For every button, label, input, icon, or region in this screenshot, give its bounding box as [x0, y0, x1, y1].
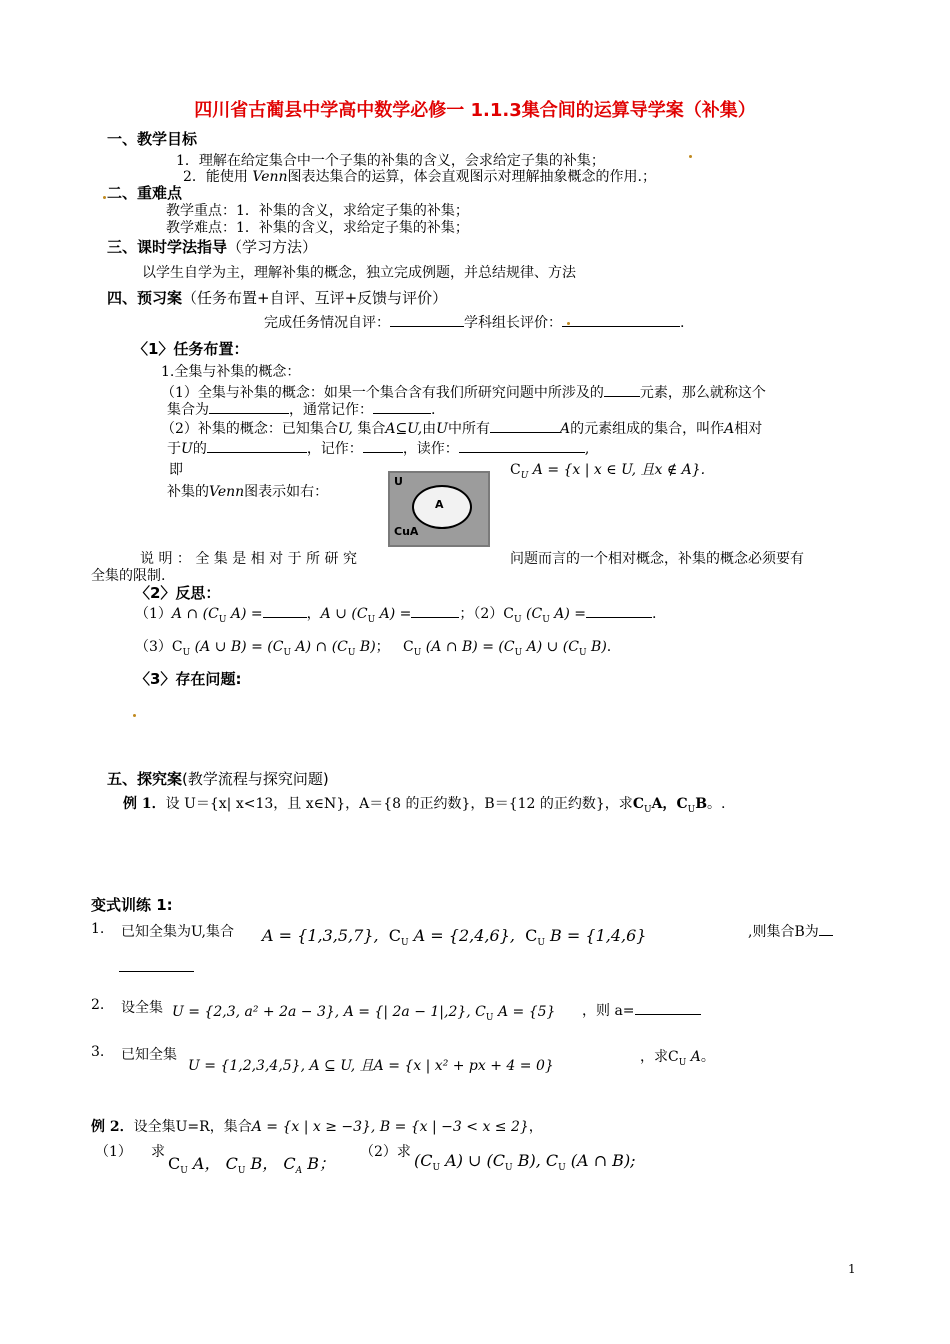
variant-1-num: 1.	[91, 921, 105, 937]
q2-a: （2）求	[360, 1144, 411, 1160]
variant-1-tail	[748, 921, 833, 941]
v2-math-end: A = {5}	[493, 1004, 556, 1020]
p1-b: 元素，那么就称这个	[639, 385, 766, 401]
v2-U: U	[485, 1012, 494, 1023]
r1-sub-4: U	[542, 614, 550, 625]
ex2-a: 设全集U=R，集合	[133, 1119, 252, 1135]
r3-k: .	[606, 639, 612, 655]
hard-point: 教学难点：1．补集的含义，求给定子集的补集；	[166, 220, 469, 236]
complement-formula	[510, 459, 705, 481]
section-4-heading-text: 四、预习案	[107, 289, 183, 307]
r3-sub-1: U	[182, 647, 191, 658]
formula-rest: A = {x | x ∈ U, 且x ∉ A}.	[528, 462, 706, 478]
ji-label: 即	[169, 462, 183, 478]
r3-d: A) ∩ (C	[291, 639, 348, 655]
ex1-U2: U	[687, 804, 696, 815]
r1-blank-1[interactable]	[263, 603, 307, 618]
r1-k: .	[652, 606, 657, 622]
ex2-math: A = {x | x ≥ −3}, B = {x | −3 < x ≤ 2}	[251, 1119, 529, 1135]
variant-heading: 变式训练 1:	[91, 896, 173, 914]
r1-sub-3: U	[514, 614, 522, 625]
question-2-math	[414, 1151, 636, 1173]
q2-m1: (C	[414, 1151, 433, 1170]
r3-sub-3: U	[347, 647, 356, 658]
q2-m2: A) ∪ (C	[440, 1151, 506, 1170]
p3-U: U	[181, 441, 193, 457]
q2-U3: U	[558, 1163, 566, 1174]
p1-blank-3[interactable]	[373, 399, 431, 414]
p2-sub: A⊆U,	[385, 421, 423, 437]
formula-sub: U	[520, 470, 529, 481]
ex2-label: 例 2．	[91, 1119, 134, 1135]
variant-3-a: 已知全集	[121, 1047, 177, 1063]
venn-caption-b: Venn	[209, 484, 245, 500]
p3-a: 于	[167, 441, 181, 457]
r1-blank-3[interactable]	[586, 603, 652, 618]
p2-blank-1[interactable]	[490, 418, 560, 433]
v1-math3-C: C	[525, 926, 538, 945]
eval-leader-blank[interactable]	[562, 312, 680, 327]
p2-A: A	[559, 421, 571, 437]
section-4-heading-note: （任务布置+自评、互评+反馈与评价）	[182, 289, 448, 307]
section-5-heading-text: 五、探究案	[107, 770, 183, 788]
ex1-end: 。.	[707, 796, 726, 812]
venn-caption	[167, 481, 328, 501]
section-3-heading	[107, 236, 317, 257]
variant-2-a: 设全集	[121, 1000, 163, 1016]
r1-e: A ∪ (C	[320, 606, 368, 622]
v1-math3-U: U	[537, 938, 545, 949]
ex1-text: 设 U＝{x| x<13，且 x∈N}，A＝{8 的正约数}，B＝{12 的正约数}，求	[165, 796, 633, 812]
p2-U2: U	[436, 421, 448, 437]
r1-blank-2[interactable]	[411, 603, 459, 618]
key-point: 教学重点：1．补集的含义，求给定子集的补集；	[166, 203, 469, 219]
v2-blank[interactable]	[635, 1000, 701, 1015]
venn-diagram	[388, 471, 490, 547]
section-3-heading-text: 三、课时学法指导	[107, 238, 228, 256]
study-method: 以学生自学为主，理解补集的概念，独立完成例题，并总结规律、方法	[142, 265, 576, 281]
q1-A: A	[295, 1166, 303, 1177]
variant-1-math	[262, 926, 646, 948]
v2-b: ，则 a=	[582, 1003, 635, 1019]
question-1-math	[168, 1151, 335, 1176]
goal-item-1: 1．理解在给定集合中一个子集的补集的含义，会求给定子集的补集；	[176, 153, 605, 169]
p2-U: U,	[337, 421, 353, 437]
ex1-label: 例 1．	[123, 796, 166, 812]
variant-1	[121, 921, 234, 941]
p3-e: ,	[584, 441, 590, 457]
r1-c: A) =	[226, 606, 263, 622]
concept-p2-line1	[161, 418, 762, 438]
concept-p1-line2	[167, 399, 435, 419]
section-2-heading: 二、重难点	[107, 184, 183, 202]
v1-b: ,则集合B为	[748, 924, 819, 940]
variant-2-tail	[582, 1000, 701, 1020]
q2-m4: (A ∩ B);	[565, 1151, 636, 1170]
p2-c: 由	[422, 421, 437, 437]
r1-sub-1: U	[218, 614, 227, 625]
variant-3-tail	[640, 1046, 715, 1068]
variant-3-num: 3.	[91, 1044, 105, 1060]
section-4-heading	[107, 287, 447, 308]
r1-g: ；（2）	[459, 606, 504, 622]
eval-leader-label: 学科组长评价：	[464, 315, 562, 331]
q1-m2: B， C	[245, 1154, 296, 1173]
r3-j: B)	[586, 639, 607, 655]
section-1-heading: 一、教学目标	[107, 130, 198, 148]
q2-U2: U	[505, 1163, 513, 1174]
artifact-dot	[567, 322, 570, 325]
r3-sub-4: U	[413, 647, 422, 658]
page-title: 四川省古蔺县中学高中数学必修一 1.1.3集合间的运算导学案（补集）	[194, 100, 756, 121]
q1-m1: A， C	[187, 1154, 238, 1173]
p2-f: 相对	[734, 421, 763, 437]
variant-2-math	[172, 1004, 555, 1023]
q1-m3: B；	[302, 1154, 335, 1173]
v1-math2-U: U	[400, 938, 409, 949]
task-heading: 〈1〉任务布置：	[133, 340, 249, 358]
p3-d: ，读作：	[402, 441, 459, 457]
q1-math: C	[168, 1154, 181, 1173]
p2-A2: A	[724, 421, 735, 437]
note-part-c: 全集的限制.	[91, 568, 166, 584]
venn-caption-a: 补集的	[167, 484, 209, 500]
r3-c: (A ∪ B) = (C	[190, 639, 284, 655]
r3-h: (A ∩ B) = (C	[421, 639, 515, 655]
venn-label-complement: CuA	[394, 525, 419, 538]
ex1-C2: C	[676, 796, 688, 812]
p3-blank-1[interactable]	[207, 438, 307, 453]
v1-a: 已知全集为U,集合	[121, 924, 234, 940]
ex1-A: A，	[651, 796, 677, 812]
r1-h: C	[503, 606, 514, 622]
q1-U2: U	[237, 1166, 246, 1177]
eval-end: .	[680, 315, 685, 331]
section-5-heading-note: (教学流程与探究问题)	[182, 770, 329, 788]
p2-b: 集合	[357, 421, 386, 437]
v3-U: U	[678, 1057, 687, 1068]
venn-label-a: A	[435, 498, 444, 511]
eval-self-blank[interactable]	[390, 312, 464, 327]
p2-a: （2）补集的概念：已知集合	[161, 421, 338, 437]
r3-i: A) ∪ (C	[522, 639, 579, 655]
p1-d: ，通常记作：	[289, 402, 373, 418]
r1-i: (C	[521, 606, 543, 622]
p3-b: 的	[192, 441, 207, 457]
concept-p2-line2	[167, 438, 589, 458]
goal-item-2-venn: Venn	[252, 169, 288, 185]
p1-a: （1）全集与补集的概念：如果一个集合含有我们所研究问题中所涉及的	[161, 385, 604, 401]
goal-item-2-a: 2．能使用	[183, 169, 248, 185]
p2-e: 的元素组成的集合，叫作	[570, 421, 725, 437]
reflect-row-3	[135, 636, 611, 658]
q2-m3: B), C	[512, 1151, 559, 1170]
artifact-dot	[103, 196, 106, 199]
artifact-dot	[133, 714, 136, 717]
p3-c: ，记作：	[306, 441, 363, 457]
formula-C: C	[510, 462, 521, 478]
venn-caption-c: 图表示如右：	[244, 484, 329, 500]
variant-3-math: U = {1,2,3,4,5}, A ⊆ U, 且A = {x | x² + px + 4 = 0}	[188, 1058, 554, 1074]
p1-blank-1[interactable]	[604, 382, 640, 397]
q2-U1: U	[432, 1163, 441, 1174]
evaluation-line	[264, 312, 684, 332]
note-part-a: 说 明 ： 全 集 是 相 对 于 所 研 究	[140, 551, 357, 567]
ex1-C1: C	[632, 796, 644, 812]
p1-blank-2[interactable]	[209, 399, 289, 414]
goal-item-2	[183, 166, 656, 186]
r3-e: B)	[355, 639, 376, 655]
v3-complement	[668, 1049, 701, 1068]
r3-sub-5: U	[514, 647, 523, 658]
r3-sub-2: U	[283, 647, 292, 658]
eval-self-label: 完成任务情况自评：	[264, 315, 390, 331]
q1-num: （1）	[95, 1144, 132, 1160]
r1-d: ，	[306, 606, 321, 622]
r3-sub-6: U	[578, 647, 587, 658]
note-part-b: 问题而言的一个相对概念，补集的概念必须要有	[510, 551, 804, 567]
v3-b: ，求	[640, 1049, 668, 1065]
r3-f: ；	[375, 639, 390, 655]
v3-end: 。	[700, 1049, 715, 1065]
r3-b: C	[171, 639, 183, 655]
page-number: 1	[848, 1262, 856, 1276]
concept-title: 1.全集与补集的概念：	[161, 364, 301, 380]
v2-math: U = {2,3, a² + 2a − 3}, A = {| 2a − 1|,2}, C	[172, 1004, 486, 1020]
v1-blank-tail[interactable]	[819, 921, 833, 936]
v1-blank-line[interactable]	[119, 971, 194, 972]
v1-math3-rest: B = {1,4,6}	[544, 926, 647, 945]
p3-blank-3[interactable]	[459, 438, 585, 453]
p1-e: .	[431, 402, 436, 418]
r1-f: A) =	[375, 606, 412, 622]
venn-label-u: U	[394, 475, 403, 488]
reflect-row-1	[135, 603, 656, 625]
ex1-U1: U	[643, 804, 652, 815]
goal-item-2-b: 图表达集合的运算，体会直观图示对理解抽象概念的作用.；	[287, 169, 656, 185]
r1-b: A ∩ (C	[171, 606, 219, 622]
r1-a: （1）	[135, 606, 172, 622]
p2-d: 中所有	[447, 421, 490, 437]
v3-C: C	[668, 1049, 679, 1065]
v3-A: A	[686, 1049, 701, 1065]
section-3-heading-note: （学习方法）	[227, 238, 318, 256]
section-5-heading	[107, 768, 329, 789]
p3-blank-2[interactable]	[363, 438, 403, 453]
r1-sub-2: U	[367, 614, 376, 625]
example-1	[123, 793, 725, 815]
v1-math2-rest: A = {2,4,6},	[408, 926, 515, 945]
variant-2-num: 2.	[91, 997, 105, 1013]
reflect-heading: 〈2〉反思：	[135, 584, 221, 602]
r3-g: C	[403, 639, 414, 655]
v1-math2-C: C	[388, 926, 401, 945]
r1-j: A) =	[549, 606, 587, 622]
r3-a: （3）	[135, 639, 172, 655]
v1-math1: A = {1,3,5,7},	[262, 926, 379, 945]
q1-a: 求	[151, 1144, 165, 1160]
artifact-dot	[689, 155, 692, 158]
problem-heading: 〈3〉存在问题:	[135, 670, 242, 688]
ex2-end: ，	[528, 1119, 543, 1135]
example-2	[91, 1116, 543, 1136]
q1-U1: U	[180, 1166, 188, 1177]
p1-c: 集合为	[167, 402, 209, 418]
ex1-B: B	[695, 796, 708, 812]
